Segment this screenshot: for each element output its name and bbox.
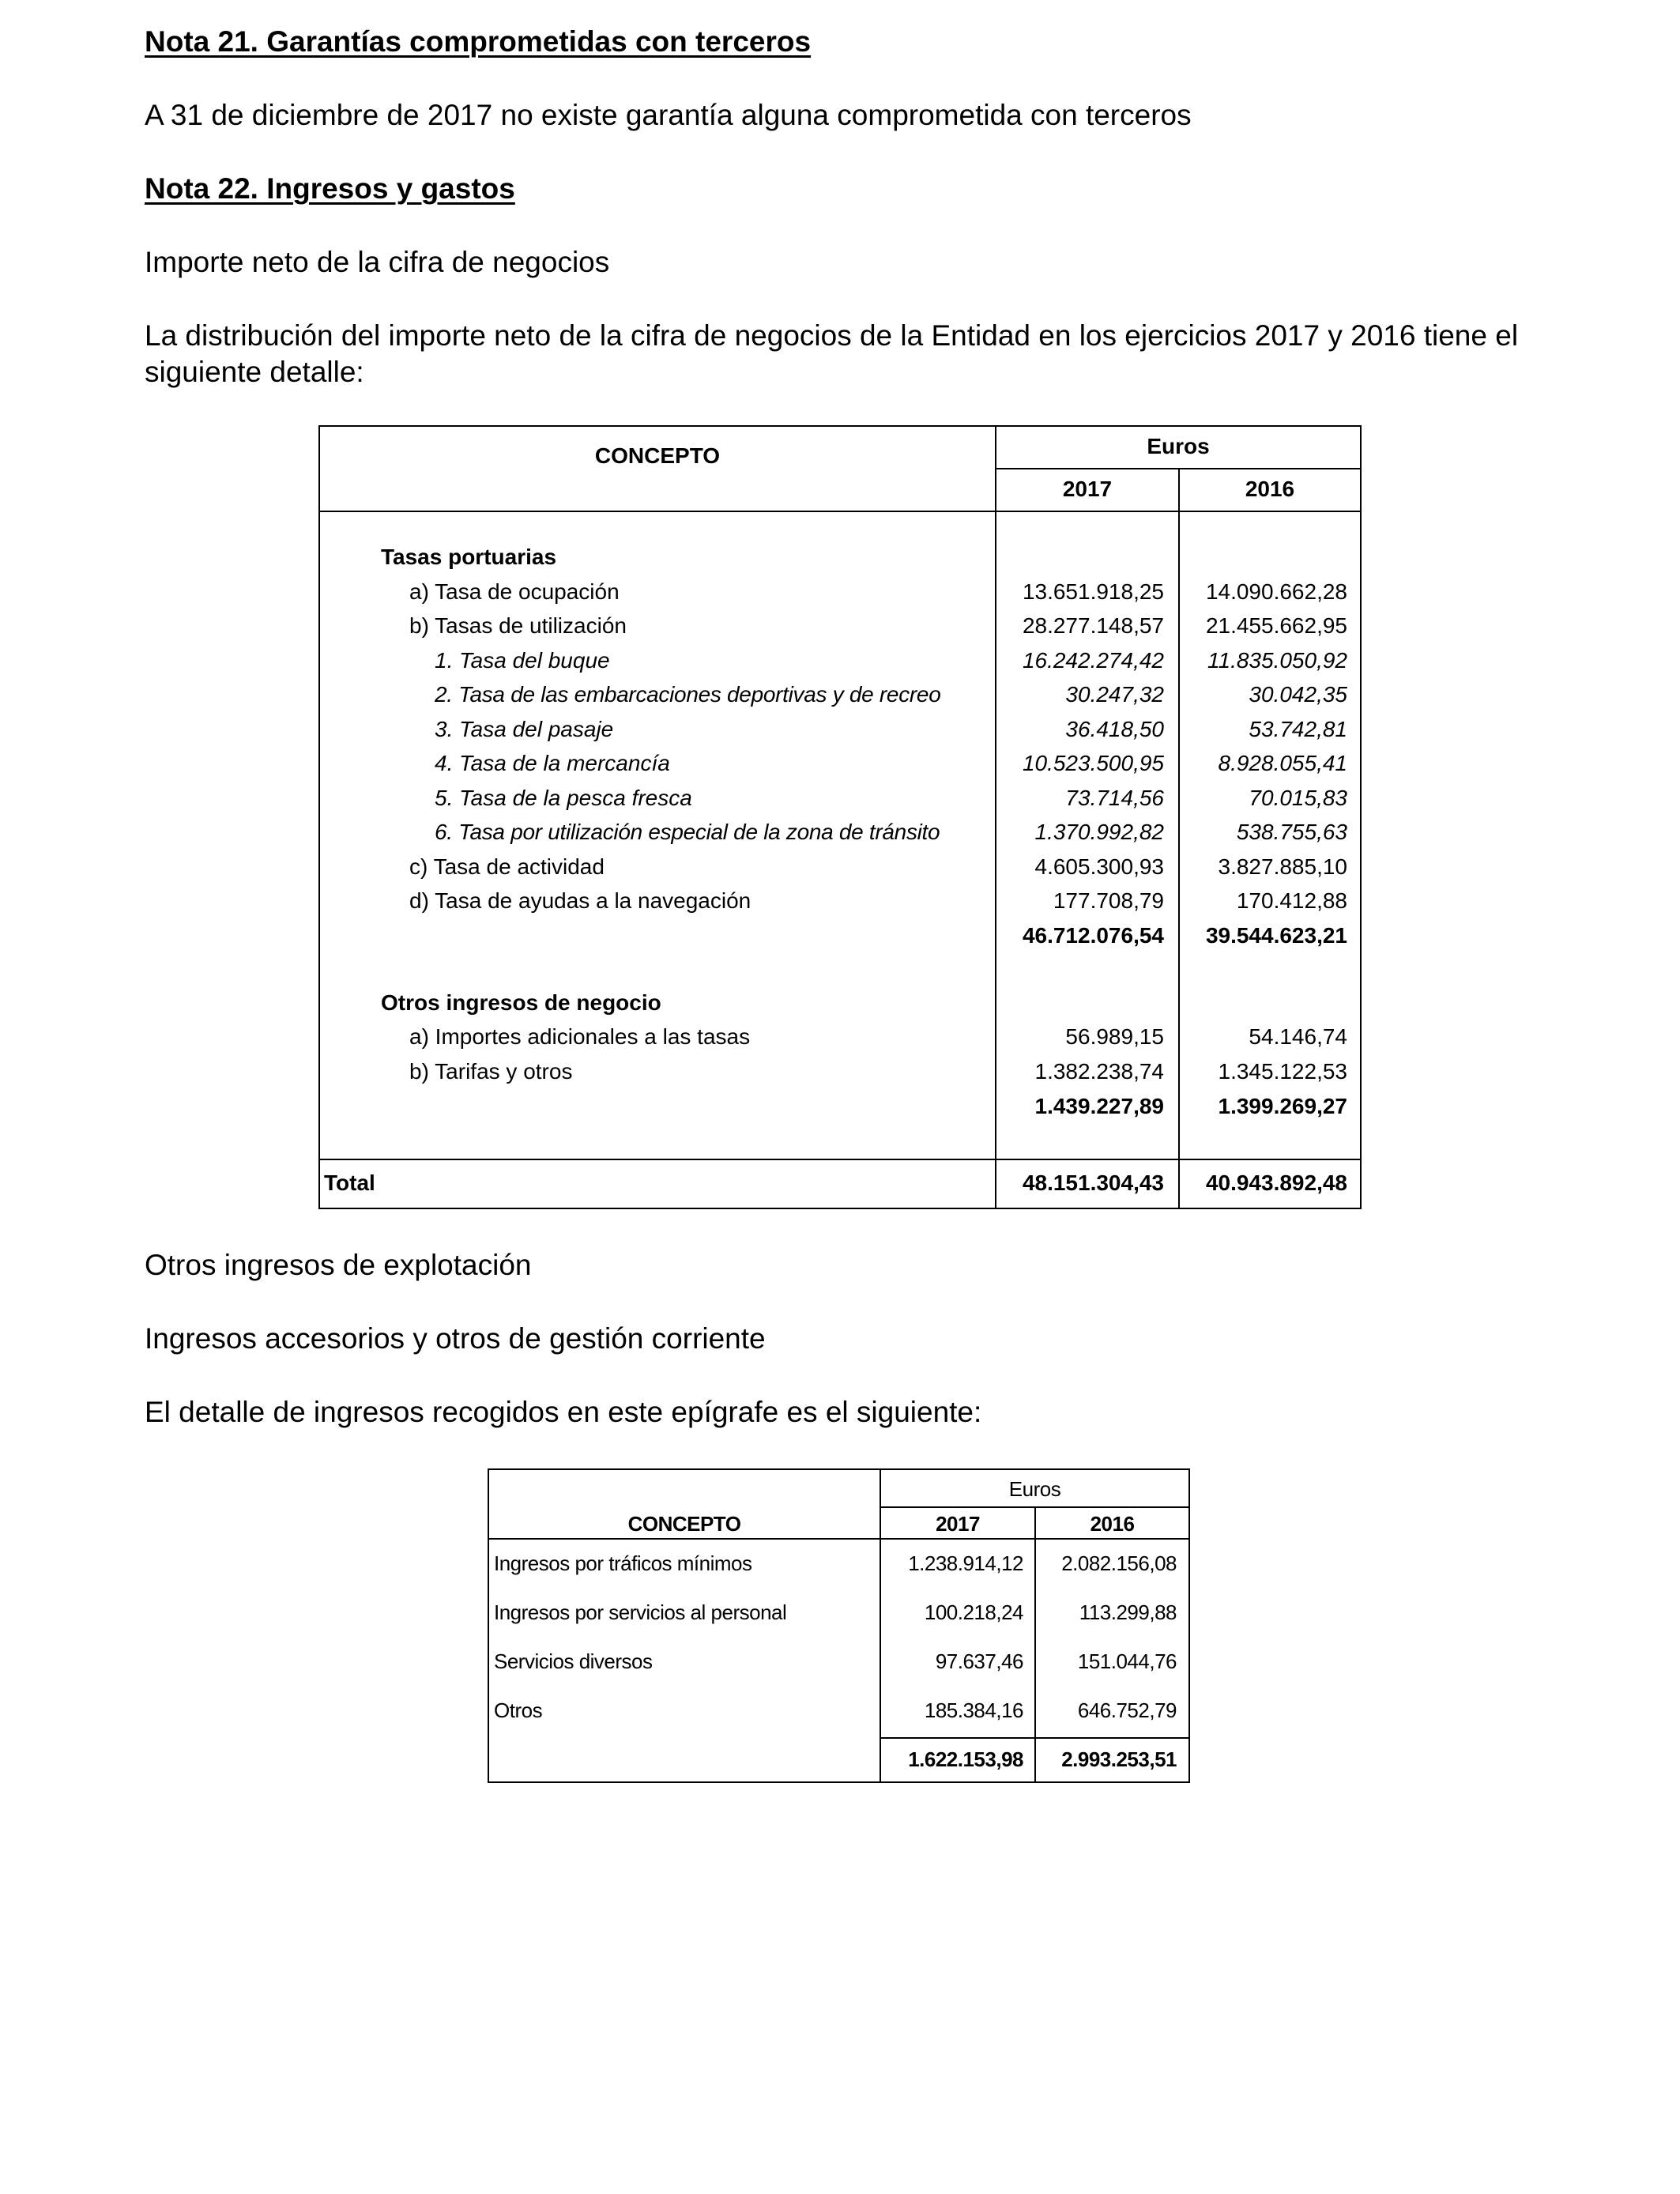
row-value-2017: 56.989,15	[1065, 1024, 1164, 1049]
table2-year-2017: 2017	[936, 1512, 980, 1536]
table1-euros-header: Euros	[1147, 434, 1210, 458]
table2-row-2016: 646.752,79	[1077, 1698, 1177, 1722]
section2-intro: El detalle de ingresos recogidos en este epígrafe es el siguiente:	[145, 1396, 982, 1428]
row-label: 5. Tasa de la pesca fresca	[435, 786, 692, 810]
row-value-2017: 177.708,79	[1053, 888, 1164, 913]
total-2017: 48.151.304,43	[1022, 1171, 1164, 1195]
table1-header-divider	[320, 511, 1360, 512]
section2-title1: Otros ingresos de explotación	[145, 1249, 532, 1281]
table2-row-2016: 2.082.156,08	[1061, 1551, 1177, 1575]
table2-row-label: Otros	[494, 1698, 543, 1722]
row-label: 1. Tasa del buque	[435, 648, 610, 673]
table2-row-2016: 151.044,76	[1077, 1649, 1177, 1673]
row-value-2016: 538.755,63	[1236, 820, 1347, 844]
income-detail-table	[488, 1468, 1190, 1783]
table2-euros-divider	[880, 1506, 1188, 1508]
total-label: Total	[324, 1171, 375, 1195]
row-value-2017: 4.605.300,93	[1034, 854, 1164, 879]
row-value-2016: 1.345.122,53	[1218, 1059, 1347, 1084]
row-value-2016: 21.455.662,95	[1205, 613, 1347, 638]
table2-row-label: Ingresos por tráficos mínimos	[494, 1551, 752, 1575]
row-value-2017: 30.247,32	[1065, 682, 1164, 707]
revenue-distribution-table	[318, 425, 1362, 1209]
section2-title2: Ingresos accesorios y otros de gestión corriente	[145, 1322, 766, 1355]
table2-concepto-header: CONCEPTO	[627, 1512, 741, 1536]
row-value-2016: 11.835.050,92	[1207, 648, 1347, 673]
table2-year-2016: 2016	[1090, 1512, 1135, 1536]
row-label: a) Tasa de ocupación	[409, 579, 620, 604]
nota21-text: A 31 de diciembre de 2017 no existe garantía alguna comprometida con terceros	[145, 99, 1192, 131]
row-label: d) Tasa de ayudas a la navegación	[409, 888, 751, 913]
table2-total-2017: 1.622.153,98	[908, 1747, 1023, 1771]
subtotal2-2016: 1.399.269,27	[1218, 1094, 1347, 1118]
row-value-2016: 8.928.055,41	[1218, 751, 1347, 775]
row-label: c) Tasa de actividad	[409, 854, 605, 879]
table1-year-2016: 2016	[1245, 477, 1295, 501]
row-label: 6. Tasa por utilización especial de la zona de tránsito	[435, 820, 940, 844]
row-value-2017: 16.242.274,42	[1022, 648, 1164, 673]
row-value-2017: 36.418,50	[1065, 717, 1164, 741]
row-label: 3. Tasa del pasaje	[435, 717, 614, 741]
row-label: b) Tarifas y otros	[409, 1059, 573, 1084]
subtotal2-2017: 1.439.227,89	[1034, 1094, 1164, 1118]
row-value-2017: 28.277.148,57	[1022, 613, 1164, 638]
row-value-2016: 170.412,88	[1236, 888, 1347, 913]
table2-total-divider	[880, 1737, 1188, 1739]
row-value-2016: 70.015,83	[1249, 786, 1347, 810]
table2-row-2017: 1.238.914,12	[908, 1551, 1023, 1575]
row-value-2017: 1.382.238,74	[1034, 1059, 1164, 1084]
subtotal1-2017: 46.712.076,54	[1022, 923, 1164, 948]
table2-row-label: Ingresos por servicios al personal	[494, 1600, 787, 1624]
nota21-heading: Nota 21. Garantías comprometidas con terceros	[145, 25, 812, 58]
table2-col-divider-2	[1034, 1508, 1036, 1781]
table2-row-2017: 97.637,46	[935, 1649, 1023, 1673]
table2-row-2017: 185.384,16	[924, 1698, 1023, 1722]
table1-col-divider-1	[995, 427, 996, 1208]
table1-concepto-header: CONCEPTO	[594, 443, 721, 468]
nota22-intro: La distribución del importe neto de la cifra de negocios de la Entidad en los ejercicios 2017 y 2016 tiene el siguiente detalle:	[145, 319, 1519, 388]
row-value-2016: 30.042,35	[1249, 682, 1347, 707]
row-value-2017: 13.651.918,25	[1022, 579, 1164, 604]
section-otros-ingresos: Otros ingresos de negocio	[381, 990, 661, 1015]
row-value-2016: 53.742,81	[1249, 717, 1347, 741]
row-label: a) Importes adicionales a las tasas	[409, 1024, 751, 1049]
table1-year-2017: 2017	[1062, 477, 1113, 501]
row-value-2017: 1.370.992,82	[1034, 820, 1164, 844]
row-value-2016: 54.146,74	[1249, 1024, 1347, 1049]
row-label: 2. Tasa de las embarcaciones deportivas y de recreo	[435, 682, 941, 707]
subtotal1-2016: 39.544.623,21	[1205, 923, 1347, 948]
row-label: 4. Tasa de la mercancía	[435, 751, 670, 775]
table1-euros-divider	[995, 468, 1360, 469]
section-tasas-portuarias: Tasas portuarias	[381, 545, 557, 569]
row-value-2016: 14.090.662,28	[1205, 579, 1347, 604]
table2-total-2016: 2.993.253,51	[1061, 1747, 1177, 1771]
row-value-2017: 10.523.500,95	[1022, 751, 1164, 775]
total-2016: 40.943.892,48	[1205, 1171, 1347, 1195]
row-label: b) Tasas de utilización	[409, 613, 627, 638]
table1-total-divider	[320, 1159, 1360, 1160]
table2-row-2016: 113.299,88	[1079, 1600, 1177, 1624]
row-value-2016: 3.827.885,10	[1218, 854, 1347, 879]
table2-euros-header: Euros	[1008, 1477, 1061, 1501]
table2-header-divider	[489, 1538, 1188, 1540]
nota22-subheading: Importe neto de la cifra de negocios	[145, 246, 610, 278]
row-value-2017: 73.714,56	[1065, 786, 1164, 810]
nota22-heading: Nota 22. Ingresos y gastos	[145, 172, 515, 205]
table2-row-label: Servicios diversos	[494, 1649, 653, 1673]
table2-row-2017: 100.218,24	[924, 1600, 1023, 1624]
